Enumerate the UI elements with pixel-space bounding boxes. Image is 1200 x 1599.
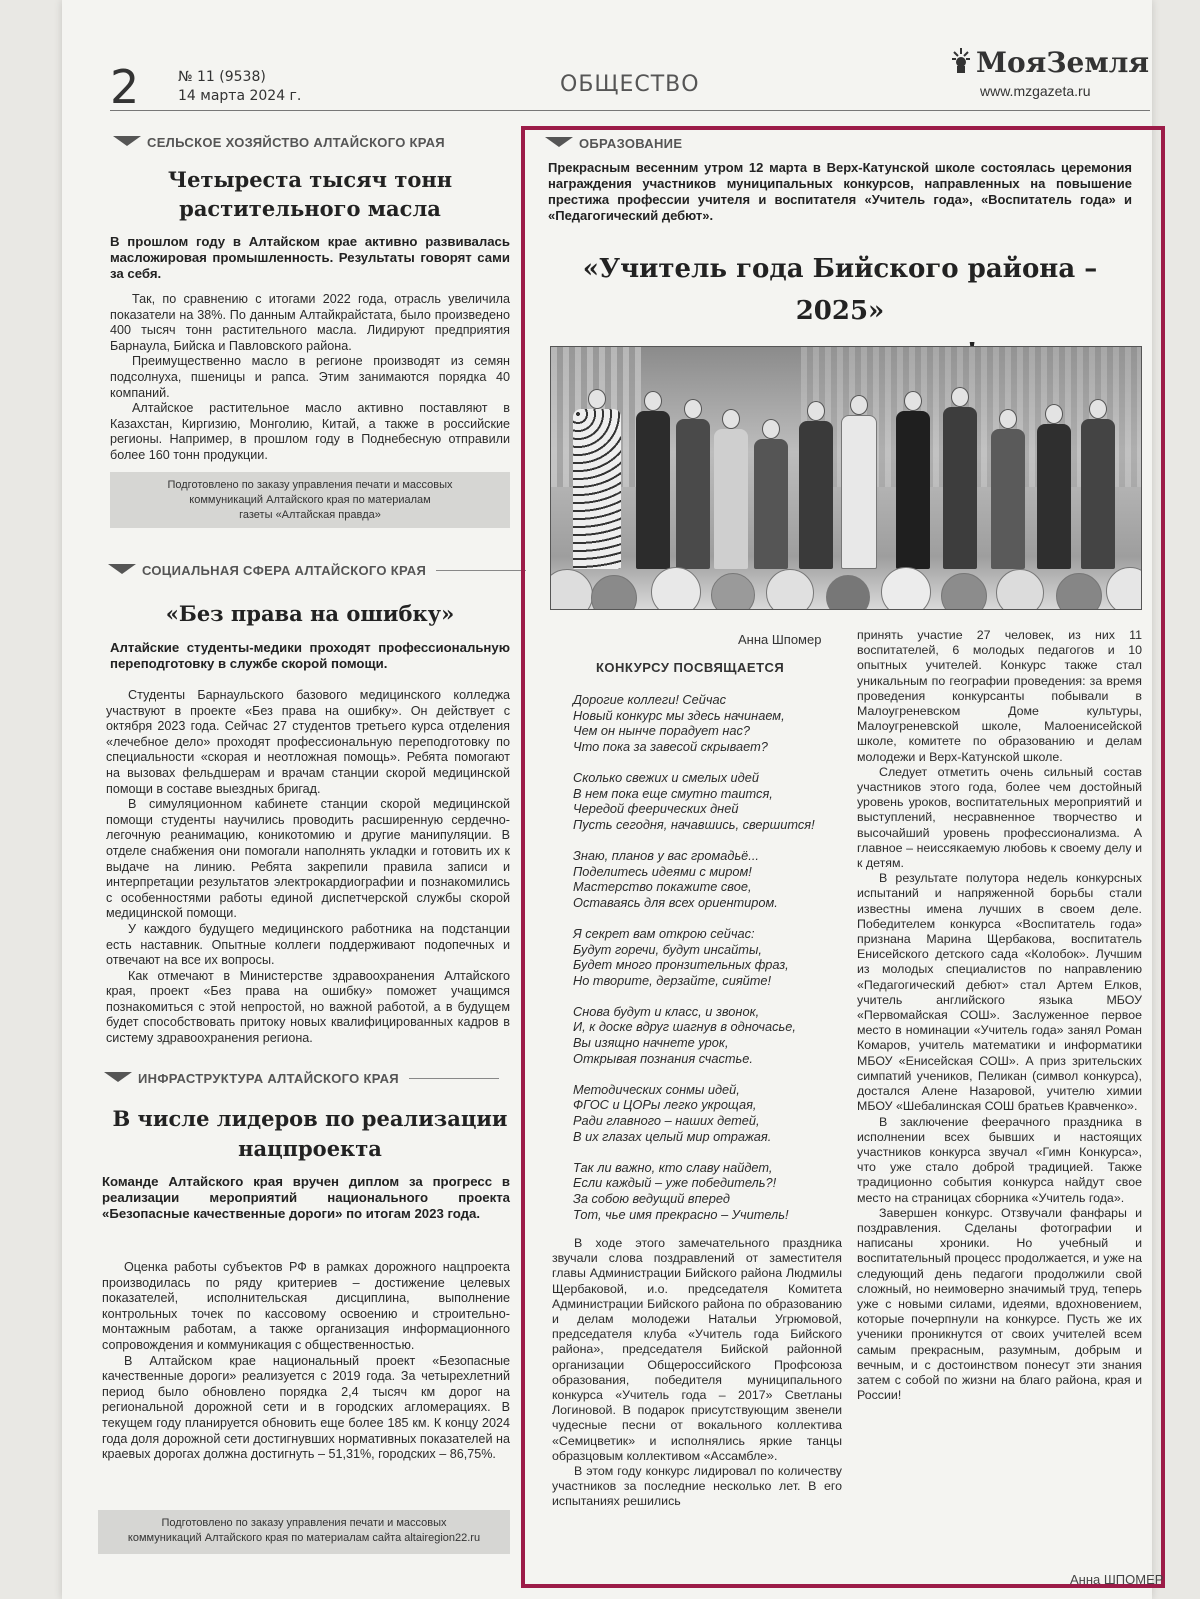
balloon [550,569,593,610]
paragraph: Преимущественно масло в регионе производят из семян подсолнуха, пшеницы и рапса. Этим занимаются порядка 40 компаний. [110,354,510,400]
poem-stanza: Знаю, планов у вас громадьё... Поделитесь идеями с миром! Мастерство покажите свое, Оставаясь для всех ориентиром. [573,847,778,910]
paragraph: Оценка работы субъектов РФ в рамках дорожного нацпроекта производилась по ряду критериев – достижение целевых показателей, исполнительская дисциплина, выполнение контрольных точек по кассовому освоению и строительно-монтажным работам, а также организация информационного сопровождения и коммуникация с общественностью. [102,1260,510,1352]
paragraph: У каждого будущего медицинского работника на подстанции есть наставник. Опытные коллеги поддерживают подопечных и отвечают на все их вопросы. [106,921,510,968]
title-line: нацпроекта [238,1136,382,1161]
paragraph: Так, по сравнению с итогами 2022 года, отрасль увеличила показатели на 38%. По данным Алтайкрайстата, было произведено 400 тысяч тонн растительного масла. Лидируют предприятия Барнаула, Бийска и Павловского района. [110,292,510,353]
person-figure [1037,404,1071,569]
poem-stanza: Сколько свежих и смелых идей В нем пока еще смутно таится, Чередой феерических дней Пусть сегодня, начавшись, свершится! [573,769,815,832]
title-line: растительного масла [179,196,441,221]
credit-line: Подготовлено по заказу управления печати и массовых [161,1517,447,1529]
credit-line: коммуникаций Алтайского края по материалам сайта altairegion22.ru [127,1532,481,1544]
paragraph: Как отмечают в Министерстве здравоохранения Алтайского края, проект «Без права на ошибку» поможет учащимся познакомиться с этой непростой, но важной работой, а в будущем будет способствовать притоку новых квалифицированных кадров в систему здравоохранения региона. [106,968,510,1046]
main-column-2 [857,628,1142,1403]
credit-line: газеты «Алтайская правда» [239,509,381,521]
paragraph: В ходе этого замечательного праздника звучали слова поздравлений от заместителя главы Администрации Бийского района Людмилы Щербаковой, и.о. председателя Комитета Администрации Бийского района по образованию и делам молодежи Натальи Угрюмовой, председателя клуба «Учитель года Бийского района», председателя Бийской районной организации Общероссийского Профсоюза образования, победителя муниципального конкурса «Учитель года – 2017» Светланы Логиновой. В подарок присутствующим звенели чудесные песни от вокального коллектива «Семицветик» и исполнялись яркие танцы образцовым коллективом «Ассамбле». [552,1236,842,1463]
section-rubric: ОБЩЕСТВО [560,72,700,97]
paragraph: В симуляционном кабинете станции скорой медицинской помощи студенты научились проводить расширенную сердечно-легочную реанимацию, коникотомию и другие манипуляции. В отделе снабжения они помогали наполнять укладки и готовить их к выдаче на линию. Ребята закрепили правила записи и интерпретации результатов электрокардиографии и познакомились с особенностями работы единой диспетчерской службы скорой медицинской помощи. [106,797,510,921]
author-signature: Анна ШПОМЕР [1070,1572,1164,1587]
balloon [1056,573,1102,610]
credit-line: коммуникаций Алтайского края по материалам [189,494,431,506]
article3-lead: Команде Алтайского края вручен диплом за прогресс в реализации мероприятий национального проекта «Безопасные качественные дороги» по итогам 2023 года. [102,1174,510,1221]
person-figure [1081,399,1115,569]
paragraph: В результате полутора недель конкурсных испытаний и напряженной борьбы стали известны имена лучших в своем деле. Победителем конкурса «Воспитатель года» признана Марина Щербакова, воспитатель Енисейского детского сада «Колобок». Лучшим из молодых специалистов по направлению «Педагогический дебют» стал Артем Елков, учитель английского языка МБОУ «Первомайская СОШ». Заслуженное первое место в номинации «Учитель года» занял Роман Комаров, учитель математики и информатики МБОУ «Енисейская СОШ». А приз зрительских симпатий учеников, Пеликан (символ конкурса), достался Алене Назаровой, учителю химии МБОУ «Шебалинская СОШ братьев Кравченко». [857,871,1142,1114]
issue-date: 14 марта 2024 г. [178,88,302,104]
rubric-label: СОЦИАЛЬНАЯ СФЕРА АЛТАЙСКОГО КРАЯ [142,563,427,578]
header-rule [110,110,1150,111]
paragraph: принять участие 27 человек, из них 11 воспитателей, 6 молодых педагогов и 10 опытных учителей. Конкурс также стал уникальным по географии проведения: за время проведения конкурсанты побывали в Малоугреневском Доме культуры, Малоугреневской школе, Малоенисейской школе, комитете по образованию и делам молодежи и Верх-Катунской школе. [857,628,1142,764]
article1-title [110,165,510,223]
person-figure [841,395,877,569]
balloon [711,573,755,610]
person-figure [991,409,1025,569]
main-lead: Прекрасным весенним утром 12 марта в Верх-Катунской школе состоялась церемония награждения участников муниципальных конкурсов, направленных на повышение престижа профессии учителя и воспитателя «Учитель года», «Воспитатель года» и «Педагогический дебют». [548,160,1132,223]
balloon [591,575,637,610]
person-figure [676,399,710,569]
rubric-agriculture [113,135,445,150]
poem-stanza: Снова будут и класс, и звонок, И, к доске вдруг шагнув в одночасье, Вы изящно начнете урок, Открывая познания счастье. [573,1003,796,1066]
paragraph: Завершен конкурс. Отзвучали фанфары и поздравления. Сделаны фотографии и написаны хроники. Но учебный и воспитательный процесс продолжается, и уже на следующий день педагоги продолжили свой сложный, но неимоверно значимый труд, теперь уже с новыми силами, идеями, вдохновением, которые почерпнули на конкурсе. Пусть же их ученики проникнутся от своих учителей всем самым прекрасным, разумным, добрым и вечным, и с достоинством понесут эти знания затем с собой по жизни на благо района, края и России! [857,1205,1142,1403]
title-line: Четыреста тысяч тонн [167,167,453,192]
issue-number: № 11 (9538) [178,69,266,85]
rubric-rule [409,1078,499,1079]
poem-stanza: Дорогие коллеги! Сейчас Новый конкурс мы здесь начинаем, Чем он нынче порадует нас? Что пока за завесой скрывает? [573,692,785,754]
rubric-label: ОБРАЗОВАНИЕ [579,136,683,151]
poem-title: КОНКУРСУ ПОСВЯЩАЕТСЯ [596,660,785,675]
lamp-icon [950,46,972,74]
credit-line: Подготовлено по заказу управления печати и массовых [167,479,453,491]
main-column-1 [552,1236,842,1510]
newspaper-logo [950,46,1149,79]
paragraph: В Алтайском крае национальный проект «Безопасные качественные дороги» реализуется с 2019 года. За четырехлетний период было обновлено порядка 2,4 тысяч км дорог на региональной дорожной сети и в городских агломерациях. В текущем году планируется обновить еще более 185 км. К концу 2024 года доля дорожной сети достигнувших нормативных показателей на краевых дорогах должна достигнуть – 51,31%, городских – 86,75%. [102,1353,510,1462]
person-figure [714,409,748,569]
article3-title [110,1104,510,1164]
paragraph: В этом году конкурс лидировал по количеству участников за последние несколько лет. В его испытаниях решились [552,1464,842,1509]
person-figure [943,387,977,569]
person-figure [636,391,670,569]
balloon [826,575,870,610]
article2-lead: Алтайские студенты-медики проходят профессиональную переподготовку в службе скорой помощи. [110,640,510,671]
article1-lead: В прошлом году в Алтайском крае активно развивалась масложировая промышленность. Результаты говорят сами за себя. [110,234,510,281]
rubric-label: СЕЛЬСКОЕ ХОЗЯЙСТВО АЛТАЙСКОГО КРАЯ [147,135,445,150]
rubric-label: ИНФРАСТРУКТУРА АЛТАЙСКОГО КРАЯ [138,1071,399,1086]
poem-stanza: Методических сонмы идей, ФГОС и ЦОРы легко укрощая, Ради главного – наших детей, В их глазах целый мир отражая. [573,1081,772,1144]
paragraph: Следует отметить очень сильный состав участников этого года, более чем достойный уровень уроков, воспитательных мероприятий и выступлений, несравненное творчество и высочайший уровень профессионализма. А главное – неиссякаемую любовь к своему делу и к детям. [857,764,1142,871]
rubric-education [545,136,682,151]
paragraph: Алтайское растительное масло активно поставляют в Казахстан, Киргизию, Монголию, Китай, а также в российские регионы. Например, в прошлом году в Поднебесную отправили более 160 тонн продукции. [110,401,510,462]
article2-body [106,688,510,1047]
paragraph: Студенты Барнаульского базового медицинского колледжа участвуют в проекте «Без права на ошибку». Он действует с октября 2023 года. Сейчас 27 студентов третьего курса отделения «лечебное дело» проходят профессиональную переподготовку по специальности «скорая и неотложная помощь». Ребята помогают на вызовах фельдшерам и врачам станции скорой медицинской помощи в составе выездных бригад. [106,688,510,796]
award-ceremony-photo [550,346,1142,610]
poem-stanza: Так ли важно, кто славу найдет, Если каждый – уже победитель?! За собою ведущий вперед Тот, чье имя прекрасно – Учитель! [573,1159,789,1222]
balloon [766,569,814,610]
triangle-icon [108,564,136,574]
article3-body [102,1260,510,1463]
balloon [881,567,931,610]
article2-title: «Без права на ошибку» [165,601,455,626]
triangle-icon [104,1072,132,1082]
balloon [651,567,701,610]
rubric-social [108,563,526,578]
issue-info [178,68,301,106]
person-figure [754,419,788,569]
title-line: «Учитель года Бийского района – 2025» [582,254,1098,326]
paragraph: В заключение феерачного праздника в исполнении всех бывших и настоящих участников конкурса звучал «Гимн Конкурса», что уже стало доброй традицией. Также традиционно события конкурса найдут свое место на страницах сборника «Учитель года». [857,1114,1142,1205]
article1-body [110,292,510,464]
logo-text: МояЗемля [976,46,1150,79]
person-figure [896,391,930,569]
rubric-rule [436,570,526,571]
article-byline: Анна Шпомер [738,632,822,647]
rubric-infrastructure [104,1071,499,1086]
poem-stanza: Я секрет вам открою сейчас: Будут горечи, будут инсайты, Будет много пронзительных фраз, Но творите, дерзайте, сияйте! [573,925,789,988]
triangle-icon [113,136,141,146]
balloon [996,569,1044,610]
article3-credit [98,1510,510,1554]
title-line: В числе лидеров по реализации [112,1106,508,1131]
triangle-icon [545,137,573,147]
person-figure [799,401,833,569]
balloon [1106,567,1142,610]
person-figure [573,389,621,569]
article1-credit [110,472,510,528]
site-url: www.mzgazeta.ru [980,83,1091,99]
page-number: 2 [110,60,140,114]
balloon [941,573,987,610]
poem [573,692,843,1238]
